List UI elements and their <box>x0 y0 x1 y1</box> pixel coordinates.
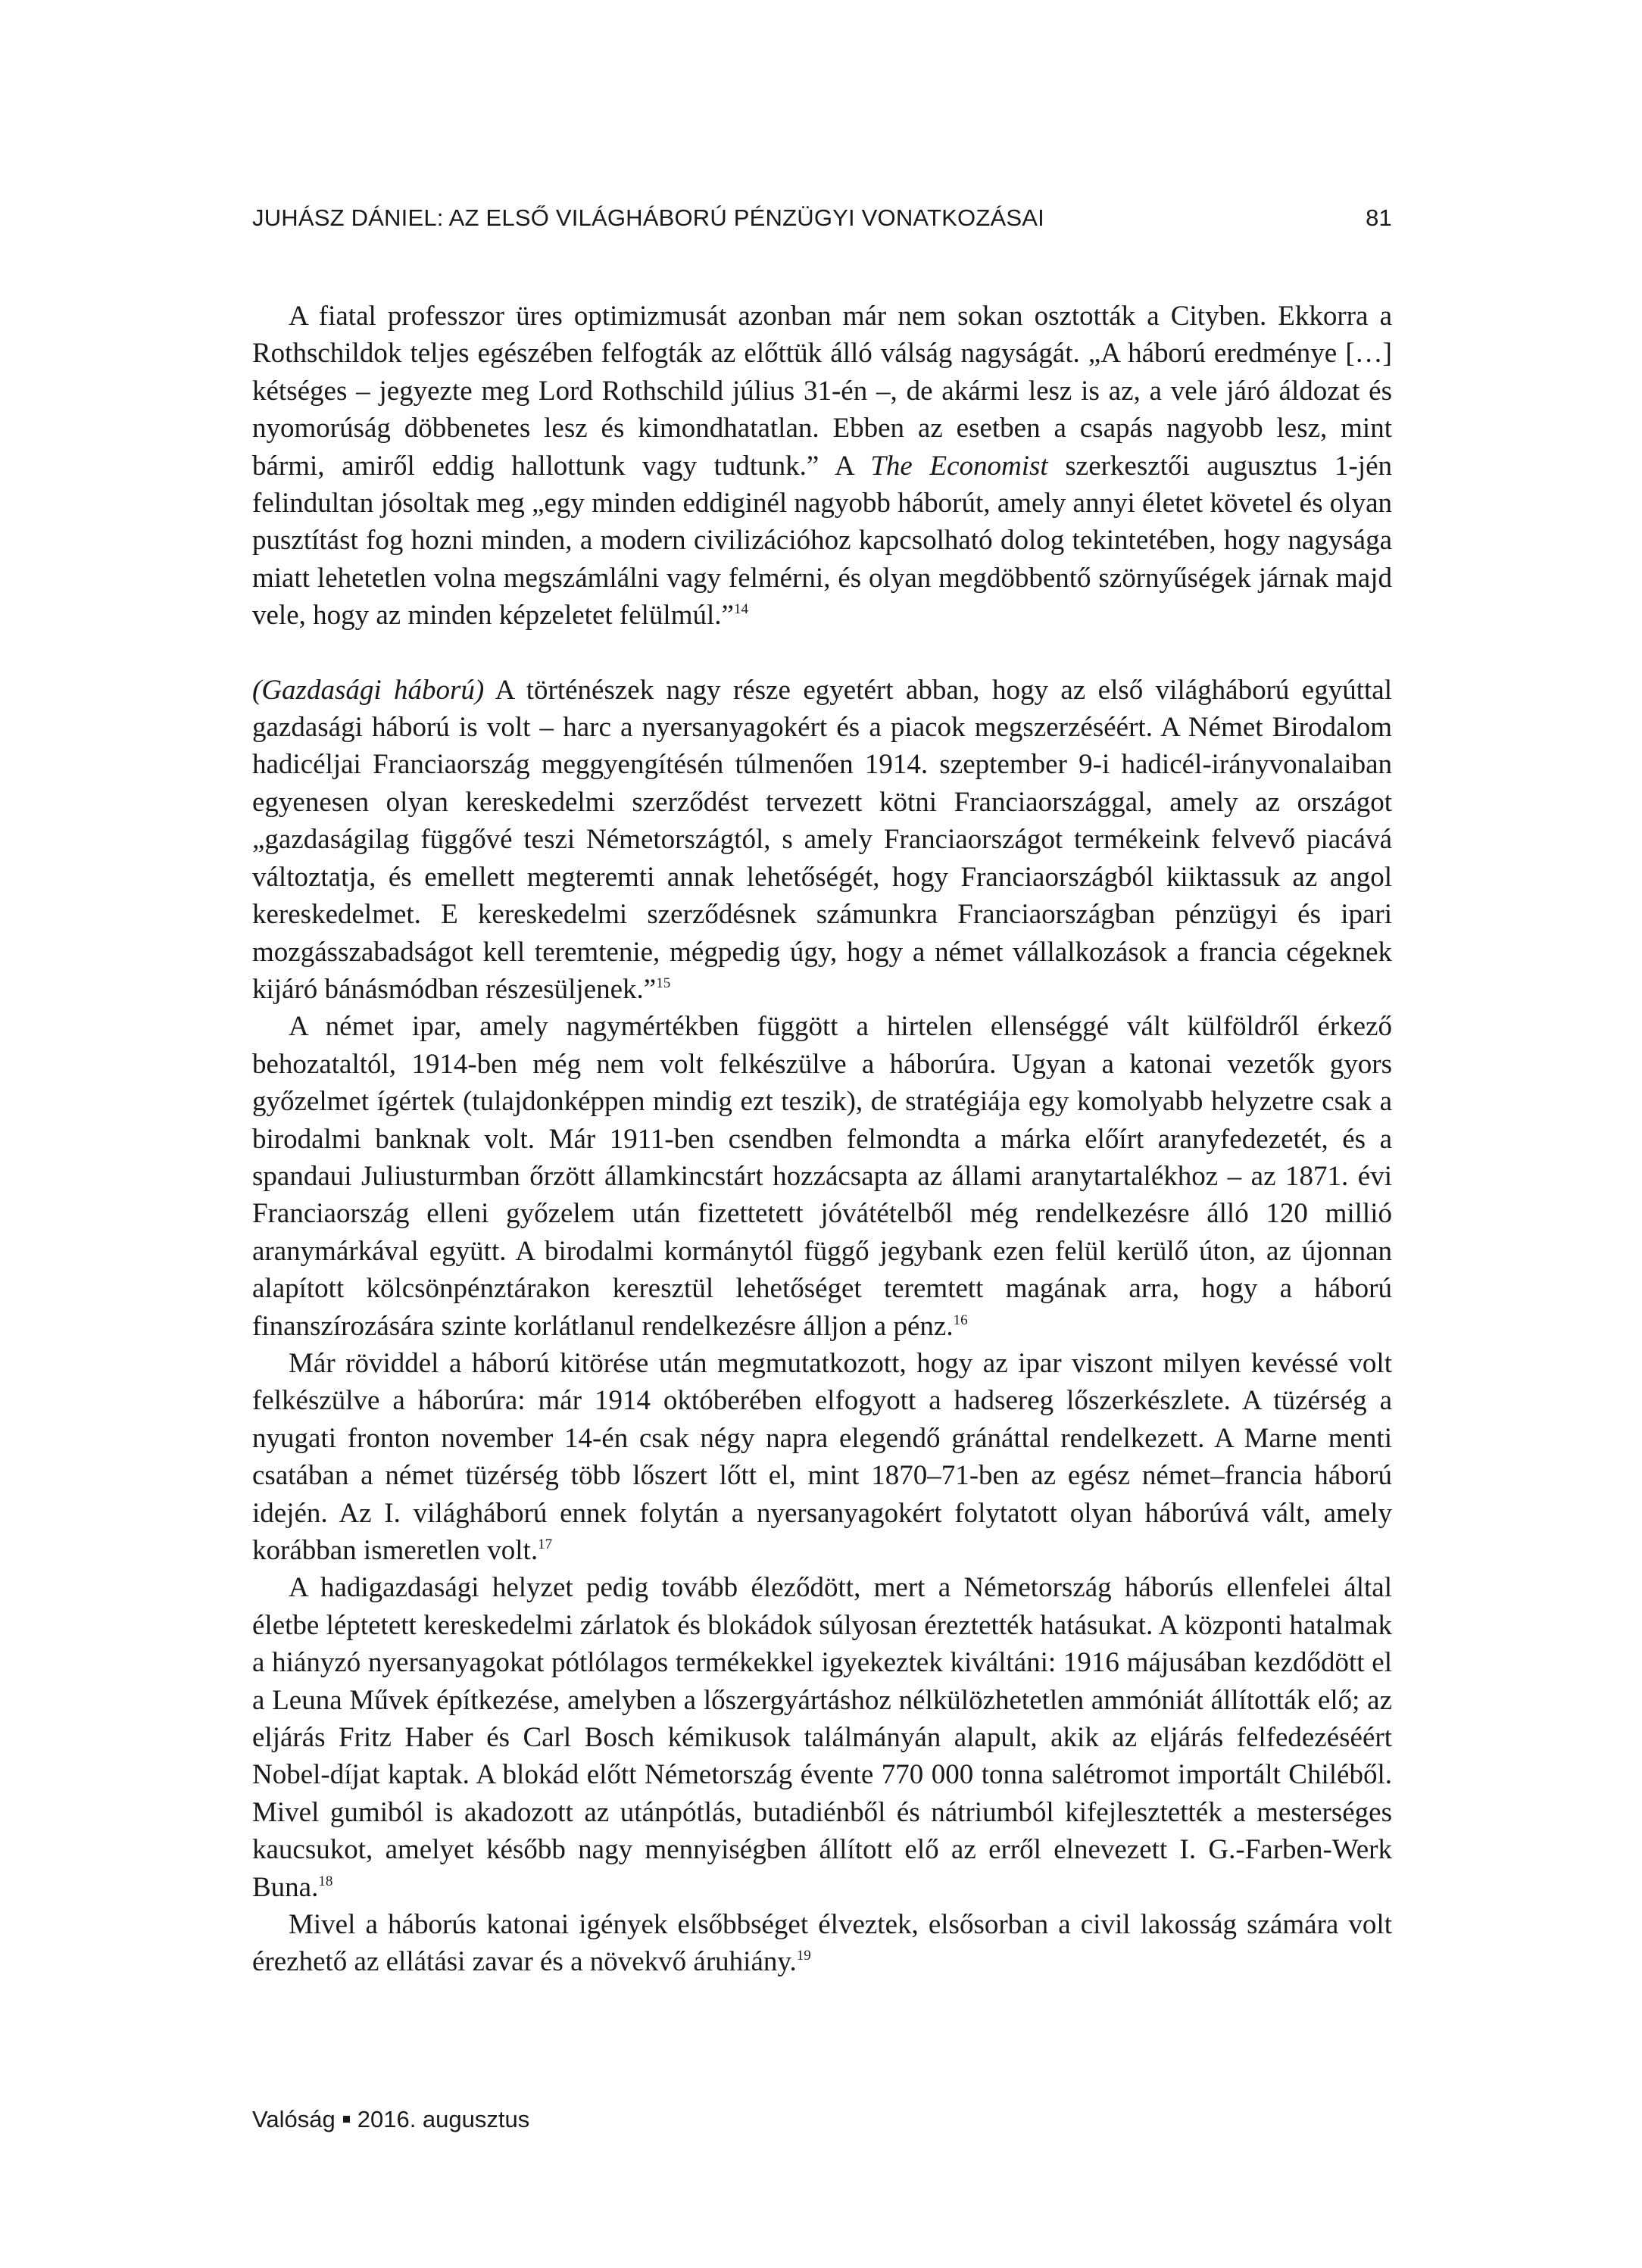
paragraph: A hadigazdasági helyzet pedig tovább éleződött, mert a Németország háborús ellenfelei által életbe léptetett kereskedelmi zárlatok és blokádok súlyosan éreztették hatásukat. A központi hatalmak a hiányzó nyersanyagokat pótlólagos termékekkel igyekeztek kiváltáni: 1916 májusában kezdődött el a Leuna Művek építkezése, amelyben a lőszergyártáshoz nélkülözhetetlen ammóniát állították elő; az eljárás Fritz Haber és Carl Bosch kémikusok találmányán alapult, akik az eljárás felfedezéséért Nobel-díjat kaptak. A blokád előtt Németország évente 770 000 tonna salétromot importált Chiléből. Mivel gumiból is akadozott az utánpótlás, butadiénből és nátriumból kifejlesztették a mesterséges kaucsukot, amelyet később nagy mennyiségben állított elő az erről elnevezett I. G.-Farben-Werk Buna.$^{18}$ <box>252 1572 1392 1903</box>
footnote-ref[interactable]: 16 <box>953 1312 968 1328</box>
page-number: 81 <box>1366 204 1392 231</box>
footnote-ref[interactable]: 14 <box>733 601 748 618</box>
paragraph: Már röviddel a háború kitörése után megmutatkozott, hogy az ipar viszont milyen kevéssé volt felkészülve a háborúra: már 1914 októberében elfogyott a hadsereg lőszerkészlete. A tüzérség a nyugati fronton november 14-én csak négy napra elegendő gránáttal rendelkezett. A Marne menti csatában a német tüzérség több lőszert lőtt el, mint 1870–71-ben az egész német–francia háború idején. Az I. világháború ennek folytán a nyersanyagokért folytatott olyan háborúvá vált, amely korábban ismeretlen volt.$^{17}$ <box>252 1347 1392 1566</box>
footnote-ref[interactable]: 18 <box>318 1873 333 1889</box>
italic-title: The Economist <box>870 450 1048 482</box>
footnote-ref[interactable]: 17 <box>538 1536 553 1552</box>
paragraph: Mivel a háborús katonai igények elsőbbséget élveztek, elsősorban a civil lakosság számára volt érezhető az ellátási zavar és a növekvő áruhiány.$^{19}$ <box>252 1909 1392 1978</box>
article-body <box>252 298 1392 1981</box>
footnote-ref[interactable]: 19 <box>796 1948 811 1964</box>
running-header <box>252 204 1392 232</box>
journal-name: Valóság <box>252 2106 336 2132</box>
running-title: JUHÁSZ DÁNIEL: AZ ELSŐ VILÁGHÁBORÚ PÉNZÜGYI VONATKOZÁSAI <box>252 204 1044 231</box>
page <box>252 0 1392 2268</box>
paragraph: A fiatal professzor üres optimizmusát azonban már nem sokan osztották a Cityben. Ekkorra a Rothschildok teljes egészében felfogták az előttük álló válság nagyságát. „A háború eredménye […] kétséges – jegyezte meg Lord Rothschild július 31-én –, de akármi lesz is az, a vele járó áldozat és nyomorúság döbbenetes lesz és kimondhatatlan. Ebben az esetben a csapás nagyobb lesz, mint bármi, amiről eddig hallottunk vagy tudtunk.” A The Economist szerkesztői augusztus 1-jén felindultan jósoltak meg „egy minden eddiginél nagyobb háborút, amely annyi életet követel és olyan pusztítást fog hozni minden, a modern civilizációhoz kapcsolható dolog tekintetében, hogy nagysága miatt lehetetlen volna megszámlálni vagy felmérni, és olyan megdöbbentő szörnyűségek járnak majd vele, hogy az minden képzeletet felülmúl.”$^{14}$ <box>252 301 1393 632</box>
section-heading: (Gazdasági háború) <box>252 674 485 706</box>
section-paragraph: (Gazdasági háború) A történészek nagy része egyetért abban, hogy az első világháború egyúttal gazdasági háború is volt – harc a nyersanyagokért és a piacok megszerzéséért. A Német Birodalom hadicéljai Franciaország meggyengítésén túlmenően 1914. szeptember 9-i hadicél-irányvonalaiban egyenesen olyan kereskedelmi szerződést tervezett kötni Franciaországgal, amely az országot „gazdaságilag függővé teszi Németországtól, s amely Franciaországot termékeink felvevő piacává változtatja, és emellett megteremti annak lehetőségét, hogy Franciaországból kiiktassuk az angol kereskedelmet. E kereskedelmi szerződésnek számunkra Franciaországban pénzügyi és ipari mozgásszabadságot kell teremtenie, mégpedig úgy, hogy a német vállalkozások a francia cégeknek kijáró bánásmódban részesüljenek.”$^{15}$ <box>252 674 1392 1005</box>
page-footer <box>252 2106 529 2133</box>
footnote-ref[interactable]: 15 <box>656 975 671 991</box>
paragraph: A német ipar, amely nagymértékben függött a hirtelen ellenséggé vált külföldről érkező behozataltól, 1914-ben még nem volt felkészülve a háborúra. Ugyan a katonai vezetők gyors győzelmet ígértek (tulajdonképpen mindig ezt teszik), de stratégiája egy komolyabb helyzetre csak a birodalmi banknak volt. Már 1911-ben csendben felmondta a márka előírt aranyfedezetét, és a spandaui Juliusturmban őrzött államkincstárt hozzácsapta az állami aranytartalékhoz – az 1871. évi Franciaország elleni győzelem után fizettetett jóvátételből még rendelkezésre álló 120 millió aranymárkával együtt. A birodalmi kormánytól függő jegybank ezen felül kerülő úton, az újonnan alapított kölcsönpénztárakon keresztül lehetőséget teremtett magának arra, hogy a háború finanszírozására szinte korlátlanul rendelkezésre álljon a pénz.$^{16}$ <box>252 1011 1392 1342</box>
issue-date: 2016. augusztus <box>357 2106 530 2132</box>
separator-square-icon <box>343 2116 350 2123</box>
